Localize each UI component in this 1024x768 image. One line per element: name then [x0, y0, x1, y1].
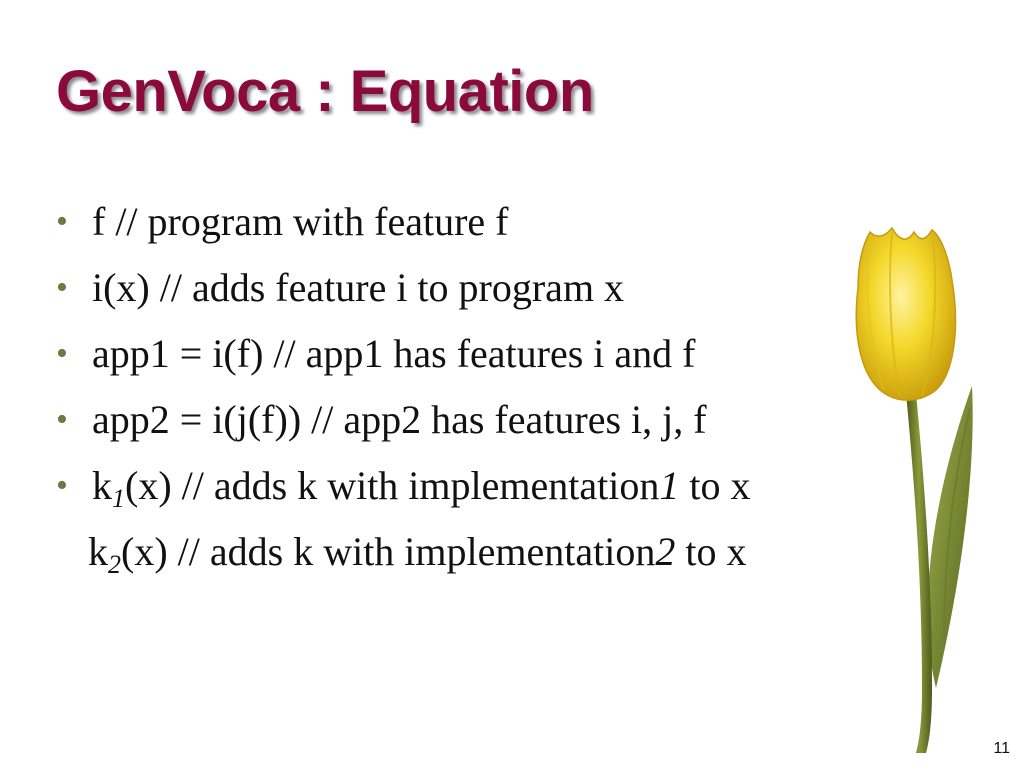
k2-text: (x) // adds k with implementation — [121, 529, 656, 574]
k2-subscript: 2 — [108, 550, 121, 579]
k2-impl: 2 — [655, 529, 676, 574]
tulip-image — [844, 218, 984, 758]
bullet-item-k1 — [56, 460, 750, 526]
tulip-leaf — [928, 386, 973, 688]
bullet-item: • app1 = i(f) // app1 has features i and f — [56, 328, 750, 394]
k1-impl: 1 — [659, 463, 680, 508]
slide-title: GenVoca : Equation — [56, 59, 594, 124]
bullet-item: • f // program with feature f — [56, 196, 750, 262]
k2-prefix: k — [88, 529, 108, 574]
bullet-item: • i(x) // adds feature i to program x — [56, 262, 750, 328]
tulip-stem — [906, 393, 932, 753]
k1-text: (x) // adds k with implementation — [125, 463, 660, 508]
k1-suffix: to x — [679, 463, 751, 508]
bullet-item: • app2 = i(j(f)) // app2 has features i, j, f — [56, 394, 750, 460]
k2-suffix: to x — [675, 529, 747, 574]
bullet-list — [56, 196, 750, 592]
tulip-flower — [856, 228, 955, 400]
slide-number: 11 — [993, 740, 1010, 757]
bullet-continuation-k2 — [56, 526, 750, 592]
k1-subscript: 1 — [112, 484, 125, 513]
k1-prefix: k — [92, 463, 112, 508]
